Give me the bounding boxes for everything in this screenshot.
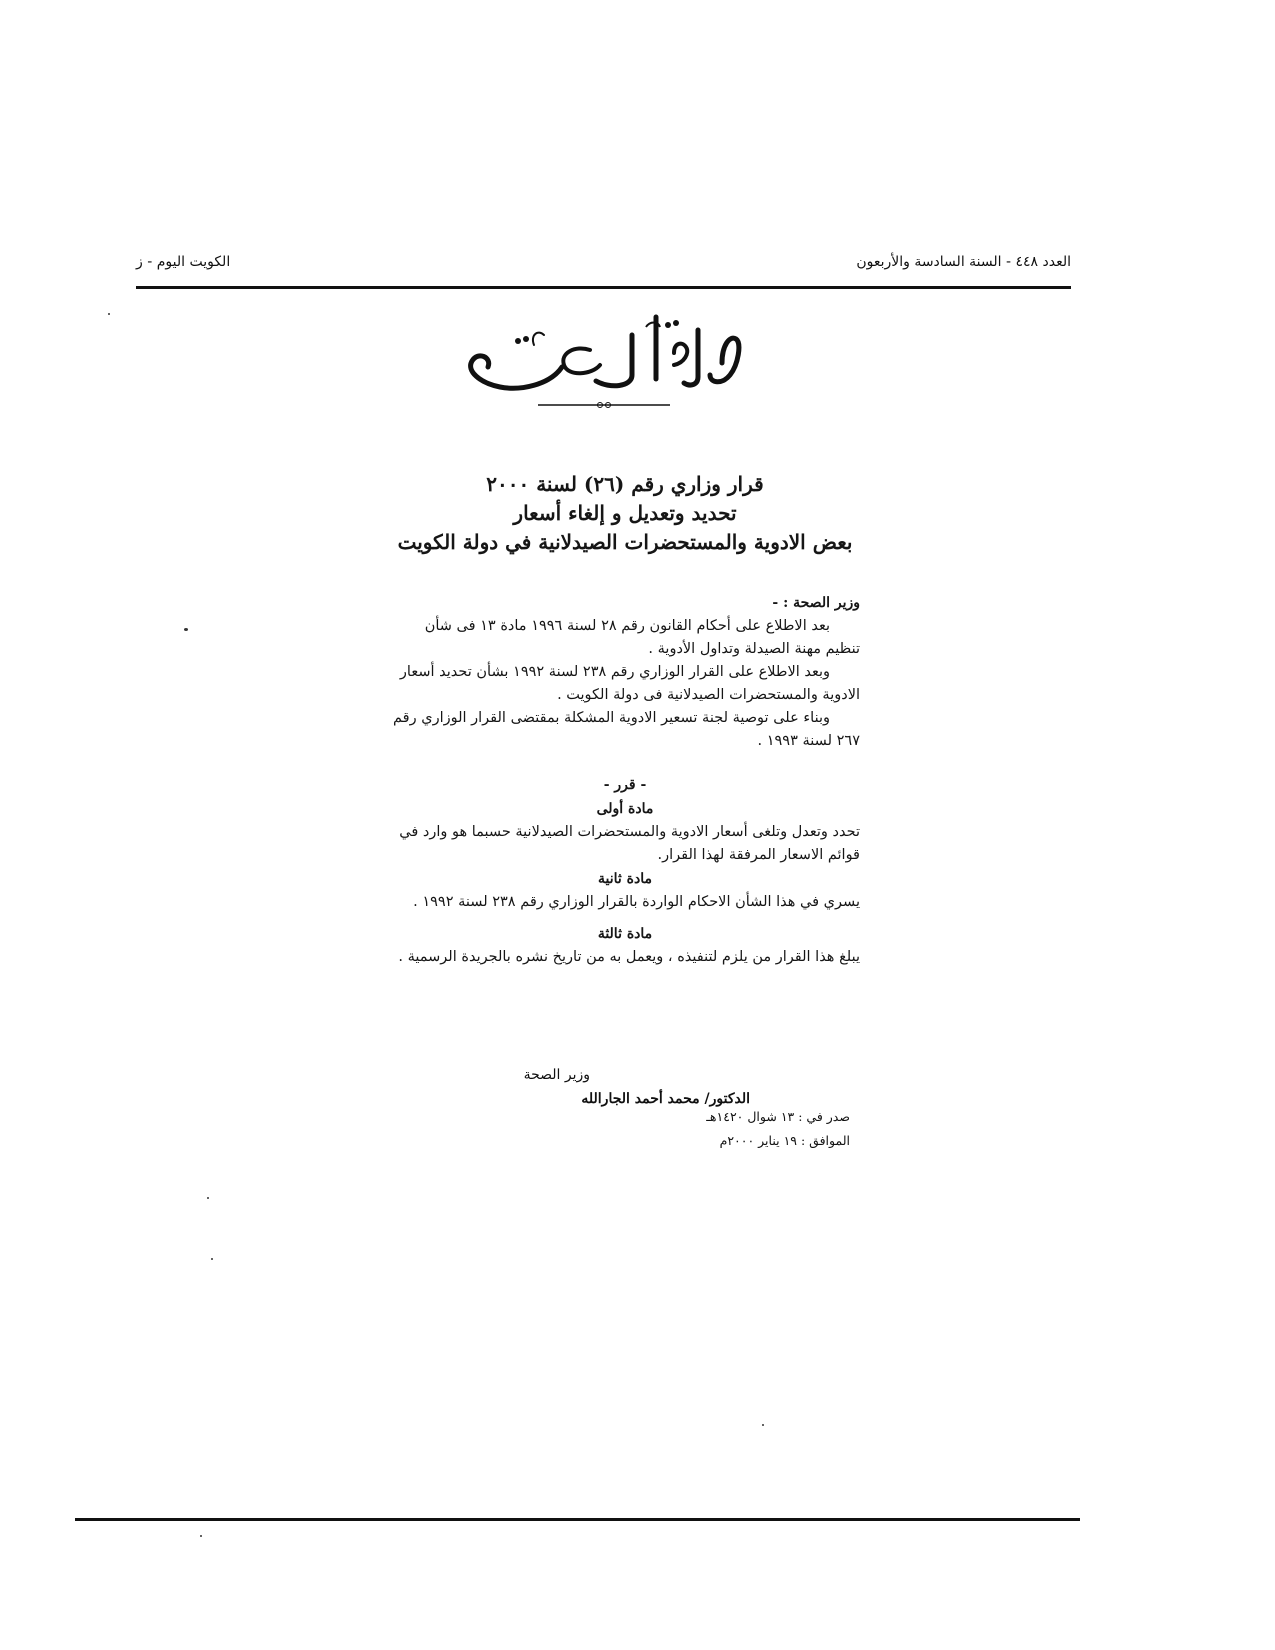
signature-name: الدكتور/ محمد أحمد الجارالله <box>581 1091 750 1107</box>
signature-block <box>390 1063 750 1111</box>
decree-subtitle-2: بعض الادوية والمستحضرات الصيدلانية في دولة الكويت <box>397 530 853 554</box>
article-1-text: تحدد وتعدل وتلغى أسعار الادوية والمستحضرات الصيدلانية حسبما هو وارد في قوائم الاسعار المرفقة لهذا القرار. <box>399 824 860 863</box>
bottom-rule <box>75 1518 1080 1521</box>
article-2-text: يسري في هذا الشأن الاحكام الواردة بالقرار الوزاري رقم ٢٣٨ لسنة ١٩٩٢ . <box>413 894 860 910</box>
decree-subtitle: تحديد وتعديل و إلغاء أسعار <box>513 501 737 525</box>
preamble-3: وبناء على توصية لجنة تسعير الادوية المشكلة بمقتضى القرار الوزاري رقم ٢٦٧ لسنة ١٩٩٣ . <box>393 710 860 749</box>
preamble-2: وبعد الاطلاع على القرار الوزاري رقم ٢٣٨ لسنة ١٩٩٢ بشأن تحديد أسعار الادوية والمستحضرات الصيدلانية فى دولة الكويت . <box>399 664 860 703</box>
minister-heading: وزير الصحة : - <box>772 595 860 611</box>
signature-title: وزير الصحة <box>523 1067 590 1083</box>
scan-speck <box>211 1258 213 1260</box>
scan-speck <box>200 1535 202 1537</box>
preamble-1: بعد الاطلاع على أحكام القانون رقم ٢٨ لسنة ١٩٩٦ مادة ١٣ فى شأن تنظيم مهنة الصيدلة وتداول الأدوية . <box>424 618 860 657</box>
scan-speck <box>108 313 110 315</box>
decree-title: قرار وزاري رقم (٢٦) لسنة ٢٠٠٠ <box>486 472 764 496</box>
page-header <box>136 254 1071 289</box>
scan-speck <box>207 1197 209 1199</box>
corresponding-date: الموافق : ١٩ يناير ٢٠٠٠م <box>719 1133 850 1148</box>
article-3-text: يبلغ هذا القرار من يلزم لتنفيذه ، ويعمل به من تاريخ نشره بالجريدة الرسمية . <box>398 949 860 965</box>
issued-date: صدر في : ١٣ شوال ١٤٢٠هـ <box>706 1109 850 1124</box>
dates-block <box>680 1105 850 1153</box>
decree-body <box>390 470 860 969</box>
decided-heading: - قرر - <box>603 777 647 793</box>
article-3-heading: مادة ثالثة <box>597 926 653 942</box>
article-2-heading: مادة ثانية <box>598 871 652 887</box>
publication-name: الكويت اليوم - ز <box>136 254 231 270</box>
ministry-calligraphy-logo <box>460 305 780 430</box>
scan-speck <box>184 628 188 631</box>
ministry-logo <box>460 305 780 430</box>
article-1-heading: مادة أولى <box>596 801 654 817</box>
scan-speck <box>762 1424 764 1426</box>
issue-number: العدد ٤٤٨ - السنة السادسة والأربعون <box>856 254 1071 270</box>
